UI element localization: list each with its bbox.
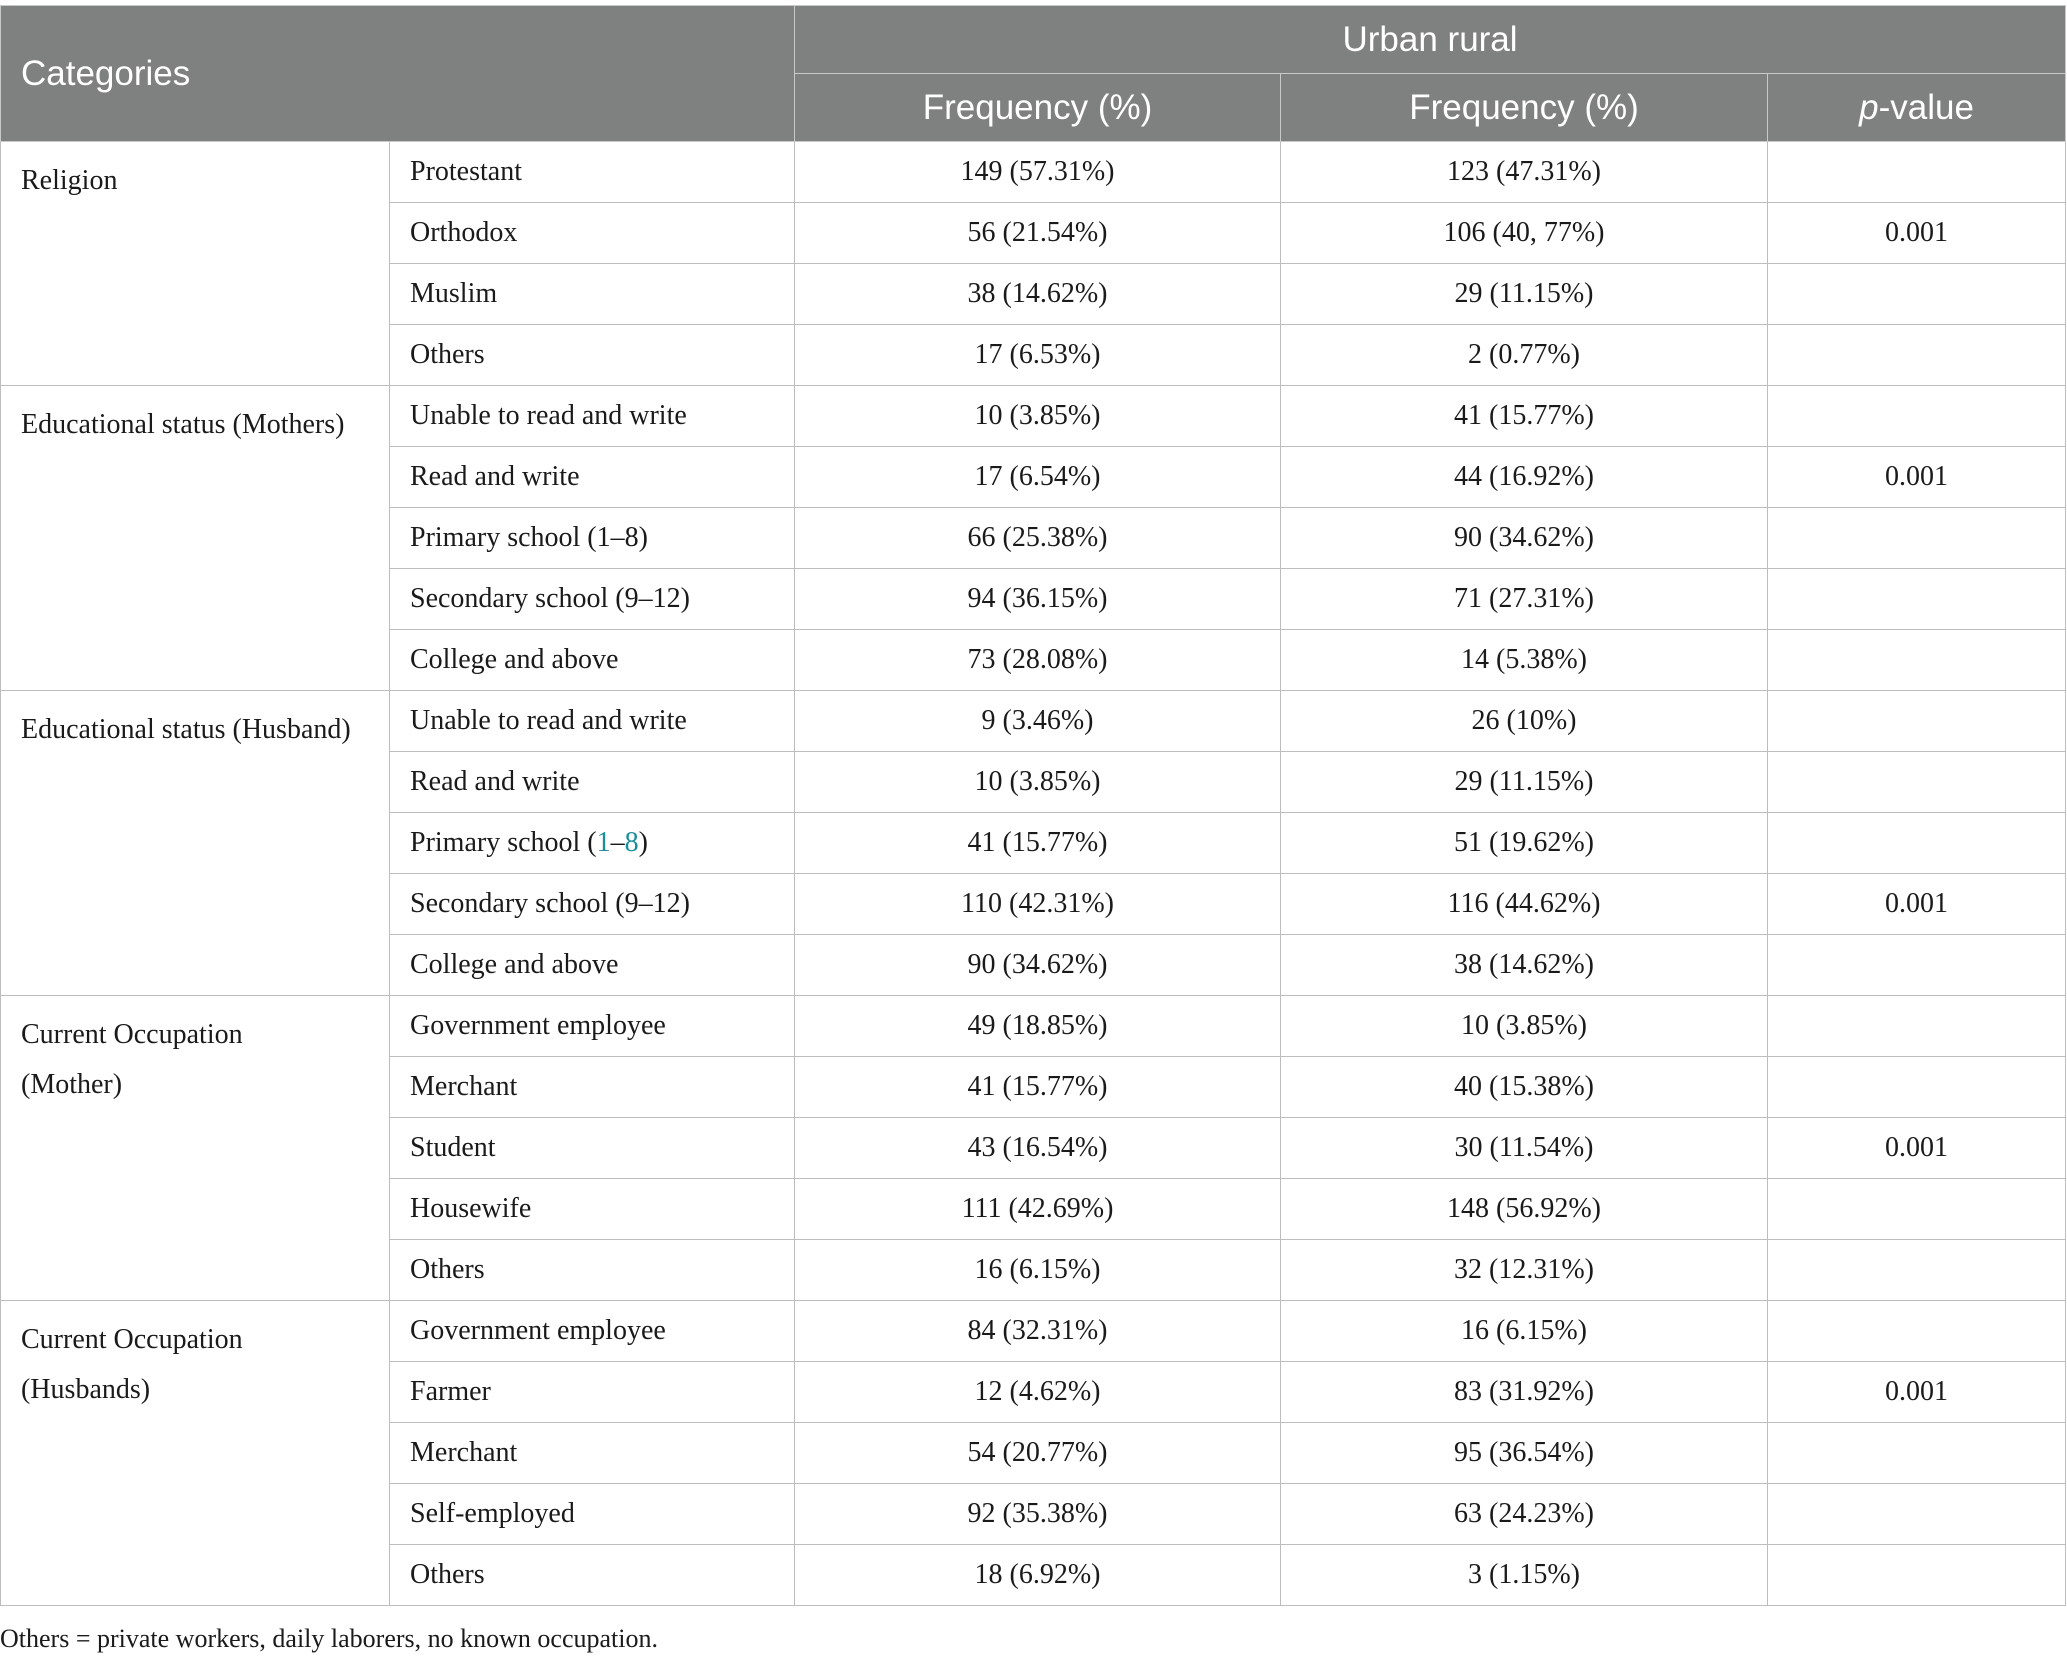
row-label: Read and write <box>390 752 795 813</box>
header-categories: Categories <box>1 6 795 142</box>
cell-rural: 10 (3.85%) <box>1281 996 1768 1057</box>
category-occupation-mother <box>1 996 390 1301</box>
cell-p-value <box>1768 1423 2066 1484</box>
cell-p-value <box>1768 386 2066 447</box>
cell-urban: 17 (6.54%) <box>795 447 1281 508</box>
category-line-1: Current Occupation <box>21 1324 243 1355</box>
cell-urban: 111 (42.69%) <box>795 1179 1281 1240</box>
cell-p-value <box>1768 1301 2066 1362</box>
table-row <box>1 142 2066 203</box>
cell-rural: 29 (11.15%) <box>1281 264 1768 325</box>
header-frequency-rural: Frequency (%) <box>1281 74 1768 142</box>
cell-p-value <box>1768 935 2066 996</box>
cell-rural: 90 (34.62%) <box>1281 508 1768 569</box>
cell-p-value <box>1768 1545 2066 1606</box>
cell-rural: 3 (1.15%) <box>1281 1545 1768 1606</box>
cell-rural: 123 (47.31%) <box>1281 142 1768 203</box>
cell-urban: 41 (15.77%) <box>795 813 1281 874</box>
cell-urban: 54 (20.77%) <box>795 1423 1281 1484</box>
cell-urban: 10 (3.85%) <box>795 386 1281 447</box>
row-label: Primary school (1–8) <box>390 508 795 569</box>
cell-rural: 14 (5.38%) <box>1281 630 1768 691</box>
reference-link-8[interactable]: 8 <box>624 827 639 858</box>
table-row <box>1 691 2066 752</box>
cell-p-value: 0.001 <box>1768 447 2066 508</box>
table-row <box>1 1301 2066 1362</box>
cell-rural: 44 (16.92%) <box>1281 447 1768 508</box>
row-label: Self-employed <box>390 1484 795 1545</box>
cell-rural: 63 (24.23%) <box>1281 1484 1768 1545</box>
category-occupation-husbands <box>1 1301 390 1606</box>
cell-p-value <box>1768 142 2066 203</box>
cell-rural: 51 (19.62%) <box>1281 813 1768 874</box>
cell-urban: 17 (6.53%) <box>795 325 1281 386</box>
cell-rural: 106 (40, 77%) <box>1281 203 1768 264</box>
cell-urban: 149 (57.31%) <box>795 142 1281 203</box>
row-label: Merchant <box>390 1057 795 1118</box>
cell-rural: 26 (10%) <box>1281 691 1768 752</box>
table-container <box>0 5 2065 1606</box>
cell-p-value <box>1768 813 2066 874</box>
table-row <box>1 996 2066 1057</box>
cell-urban: 41 (15.77%) <box>795 1057 1281 1118</box>
cell-rural: 38 (14.62%) <box>1281 935 1768 996</box>
cell-urban: 84 (32.31%) <box>795 1301 1281 1362</box>
row-label: Unable to read and write <box>390 691 795 752</box>
row-label: Student <box>390 1118 795 1179</box>
header-p-italic: p <box>1859 87 1879 127</box>
cell-rural: 2 (0.77%) <box>1281 325 1768 386</box>
cell-rural: 29 (11.15%) <box>1281 752 1768 813</box>
cell-urban: 12 (4.62%) <box>795 1362 1281 1423</box>
row-label-start: Primary school ( <box>410 827 597 858</box>
row-label: Secondary school (9–12) <box>390 874 795 935</box>
table-body <box>1 142 2066 1606</box>
cell-urban: 38 (14.62%) <box>795 264 1281 325</box>
cell-urban: 18 (6.92%) <box>795 1545 1281 1606</box>
cell-rural: 40 (15.38%) <box>1281 1057 1768 1118</box>
cell-p-value <box>1768 264 2066 325</box>
cell-p-value <box>1768 1179 2066 1240</box>
cell-rural: 95 (36.54%) <box>1281 1423 1768 1484</box>
table-footnote: Others = private workers, daily laborers, no known occupation. <box>0 1624 658 1653</box>
cell-urban: 49 (18.85%) <box>795 996 1281 1057</box>
row-label: Merchant <box>390 1423 795 1484</box>
cell-p-value <box>1768 569 2066 630</box>
row-label: Others <box>390 325 795 386</box>
cell-urban: 73 (28.08%) <box>795 630 1281 691</box>
header-p-value <box>1768 74 2066 142</box>
cell-rural: 83 (31.92%) <box>1281 1362 1768 1423</box>
cell-p-value <box>1768 630 2066 691</box>
cell-urban: 110 (42.31%) <box>795 874 1281 935</box>
cell-urban: 10 (3.85%) <box>795 752 1281 813</box>
header-urban-rural: Urban rural <box>795 6 2066 74</box>
cell-rural: 32 (12.31%) <box>1281 1240 1768 1301</box>
category-education-husband: Educational status (Husband) <box>1 691 390 996</box>
row-label: College and above <box>390 935 795 996</box>
row-label-sep: – <box>610 827 625 858</box>
cell-p-value <box>1768 1057 2066 1118</box>
cell-p-value <box>1768 1484 2066 1545</box>
row-label: Protestant <box>390 142 795 203</box>
cell-p-value <box>1768 996 2066 1057</box>
category-religion: Religion <box>1 142 390 386</box>
row-label: Others <box>390 1545 795 1606</box>
cell-rural: 30 (11.54%) <box>1281 1118 1768 1179</box>
row-label: Read and write <box>390 447 795 508</box>
row-label: Orthodox <box>390 203 795 264</box>
row-label: Government employee <box>390 1301 795 1362</box>
row-label-end: ) <box>638 827 648 858</box>
category-line-1: Current Occupation <box>21 1019 243 1050</box>
cell-p-value: 0.001 <box>1768 874 2066 935</box>
row-label: College and above <box>390 630 795 691</box>
row-label: Farmer <box>390 1362 795 1423</box>
cell-p-value <box>1768 1240 2066 1301</box>
row-label: Unable to read and write <box>390 386 795 447</box>
row-label: Others <box>390 1240 795 1301</box>
cell-rural: 148 (56.92%) <box>1281 1179 1768 1240</box>
table-header <box>1 6 2066 142</box>
cell-rural: 116 (44.62%) <box>1281 874 1768 935</box>
cell-p-value: 0.001 <box>1768 1362 2066 1423</box>
row-label: Housewife <box>390 1179 795 1240</box>
row-label: Muslim <box>390 264 795 325</box>
cell-urban: 56 (21.54%) <box>795 203 1281 264</box>
cell-p-value: 0.001 <box>1768 1118 2066 1179</box>
demographics-table <box>0 5 2066 1606</box>
cell-urban: 90 (34.62%) <box>795 935 1281 996</box>
row-label <box>390 813 795 874</box>
cell-urban: 66 (25.38%) <box>795 508 1281 569</box>
cell-urban: 94 (36.15%) <box>795 569 1281 630</box>
category-line-2: (Mother) <box>21 1069 123 1100</box>
row-label: Government employee <box>390 996 795 1057</box>
cell-p-value: 0.001 <box>1768 203 2066 264</box>
category-education-mothers: Educational status (Mothers) <box>1 386 390 691</box>
cell-rural: 41 (15.77%) <box>1281 386 1768 447</box>
table-row <box>1 386 2066 447</box>
cell-urban: 9 (3.46%) <box>795 691 1281 752</box>
reference-link-1[interactable]: 1 <box>596 827 611 858</box>
cell-p-value <box>1768 752 2066 813</box>
row-label: Secondary school (9–12) <box>390 569 795 630</box>
cell-urban: 16 (6.15%) <box>795 1240 1281 1301</box>
category-line-2: (Husbands) <box>21 1374 151 1405</box>
cell-rural: 71 (27.31%) <box>1281 569 1768 630</box>
cell-rural: 16 (6.15%) <box>1281 1301 1768 1362</box>
header-frequency-urban: Frequency (%) <box>795 74 1281 142</box>
cell-p-value <box>1768 508 2066 569</box>
cell-urban: 92 (35.38%) <box>795 1484 1281 1545</box>
cell-p-value <box>1768 325 2066 386</box>
cell-urban: 43 (16.54%) <box>795 1118 1281 1179</box>
cell-p-value <box>1768 691 2066 752</box>
header-p-suffix: -value <box>1878 87 1974 127</box>
